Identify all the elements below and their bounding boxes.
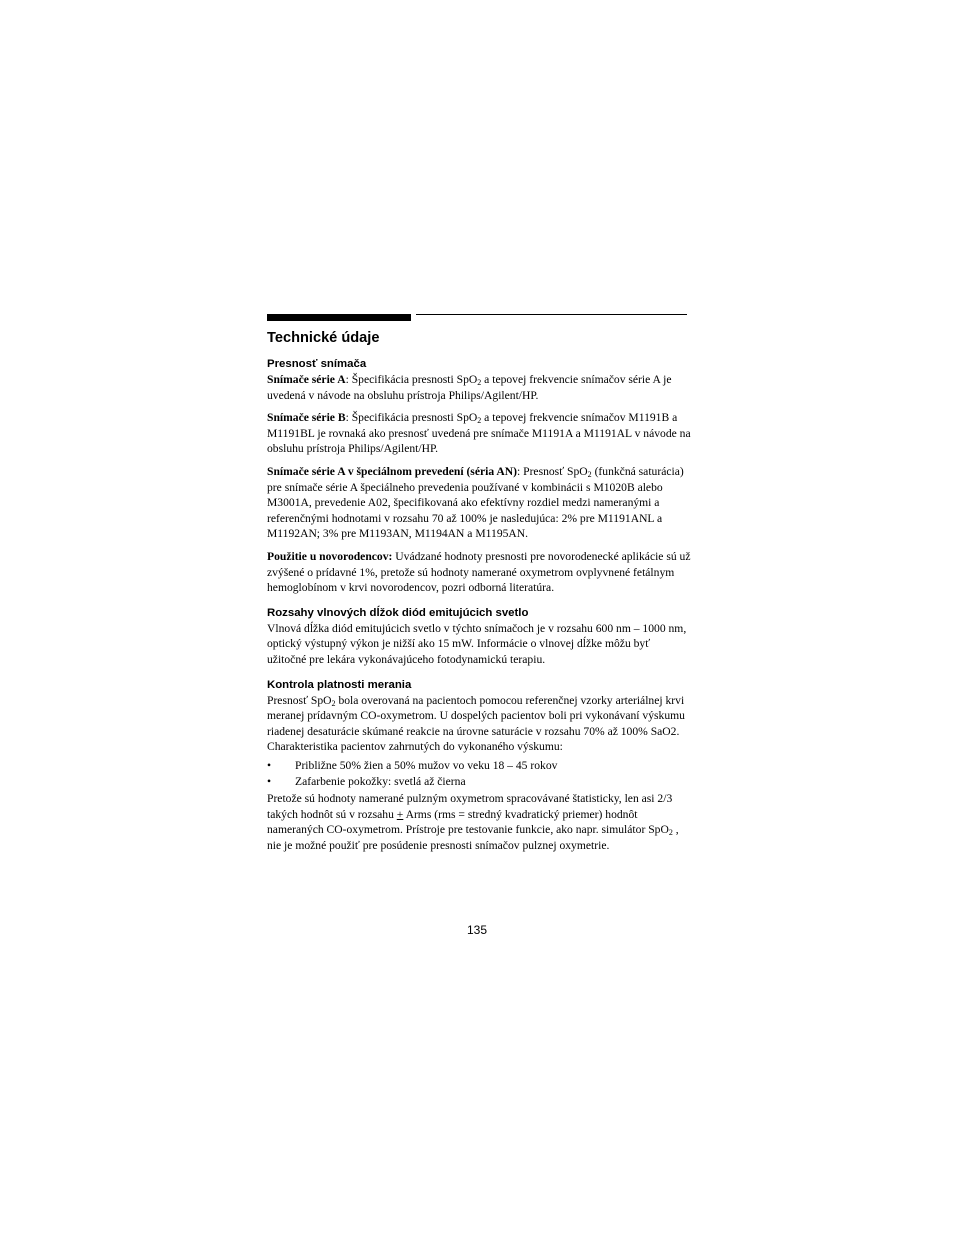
plus-minus-sign: + — [396, 807, 404, 821]
heading-rule-thick — [267, 314, 411, 321]
patient-characteristics-list — [267, 758, 692, 790]
section-title-wavelength: Rozsahy vlnových dĺžok diód emitujúcich svetlo — [267, 606, 529, 619]
page-number: 135 — [466, 923, 488, 937]
paragraph-validation: Presnosť SpO$_2$ bola overovaná na pacientoch pomocou referenčnej vzorky arteriálnej krvi meranej prídavným CO-oxymetrom. U dospelých pacientov boli pri vykonávaní výskumu riadenej desaturácie skúmané reakcie na úrovne saturácie v rozsahu 70% až 100% SaO2. Charakteristika pacientov zahrnutých do vykonaného výskumu: — [267, 693, 685, 754]
section-title-validation: Kontrola platnosti merania — [267, 678, 412, 691]
paragraph-statistics: Pretože sú hodnoty namerané pulzným oxymetrom spracovávané štatisticky, len asi 2/3 takých hodnôt sú v rozsahu + Arms (rms = stredný kvadratický priemer) hodnôt nameraných CO-oxymetrom. Prístroje pre testovanie funkcie, ako napr. simulátor SpO$_2$ , nie je možné použiť pre posúdenie presnosti snímačov pulznej oxymetrie. — [267, 792, 679, 852]
paragraph-series-a: Snímače série A: Špecifikácia presnosti SpO$_2$ a tepovej frekvencie snímačov série A je uvedená v návode na obsluhu prístroja Philips/Agilent/HP. — [267, 373, 672, 402]
list-item: • Približne 50% žien a 50% mužov vo veku 18 – 45 rokov — [267, 758, 558, 772]
section-title-sensor-accuracy: Presnosť snímača — [267, 358, 367, 370]
list-item: • Zafarbenie pokožky: svetlá až čierna — [267, 775, 466, 789]
paragraph-wavelength: Vlnová dĺžka diód emitujúcich svetlo v týchto snímačoch je v rozsahu 600 nm – 1000 nm, optický výstupný výkon je nižší ako 15 mW. Informácie o vlnovej dĺžke môžu byť užitočné pre lekára vykonávajúceho fotodynamickú terapiu. — [267, 621, 687, 666]
label-neonatal: Použitie u novorodencov: — [267, 549, 393, 563]
label-series-b: Snímače série B — [267, 411, 346, 425]
label-series-a: Snímače série A — [267, 373, 346, 386]
page-content — [267, 329, 692, 860]
heading-rule-thin — [416, 314, 687, 315]
paragraph-neonatal: Použitie u novorodencov: Uvádzané hodnoty presnosti pre novorodenecké aplikácie sú už zvýšené o prídavné 1%, pretože sú hodnoty namerané oxymetrom ovplyvnené fetálnym hemoglobínom v krvi novorodencov, pozri odborná literatúra. — [267, 549, 691, 595]
paragraph-series-an: Snímače série A v špeciálnom prevedení (séria AN): Presnosť SpO$_2$ (funkčná saturácia) pre snímače série A špeciálneho prevedenia používané v kombinácii s M1020B alebo M3001A, prevedenie A02, špecifikovaná ako efektívny rozdiel medzi nameranými a referenčnými hodnotami v rozsahu 70 až 100% je nasledujúca: 2% pre M1191ANL a M1192AN; 3% pre M1193AN, M1194AN a M1195AN. — [267, 464, 684, 541]
paragraph-series-b: Snímače série B: Špecifikácia presnosti SpO$_2$ a tepovej frekvencie snímačov M1191B a M1191BL je rovnaká ako presnosť uvedená pre snímače M1191A a M1191AL v návode na obsluhu prístroja Philips/Agilent/HP. — [267, 411, 691, 456]
bullet-icon: • — [267, 775, 272, 789]
bullet-icon: • — [267, 758, 272, 772]
page-title: Technické údaje — [267, 330, 380, 346]
label-series-an: Snímače série A v špeciálnom prevedení (séria AN) — [267, 464, 517, 478]
